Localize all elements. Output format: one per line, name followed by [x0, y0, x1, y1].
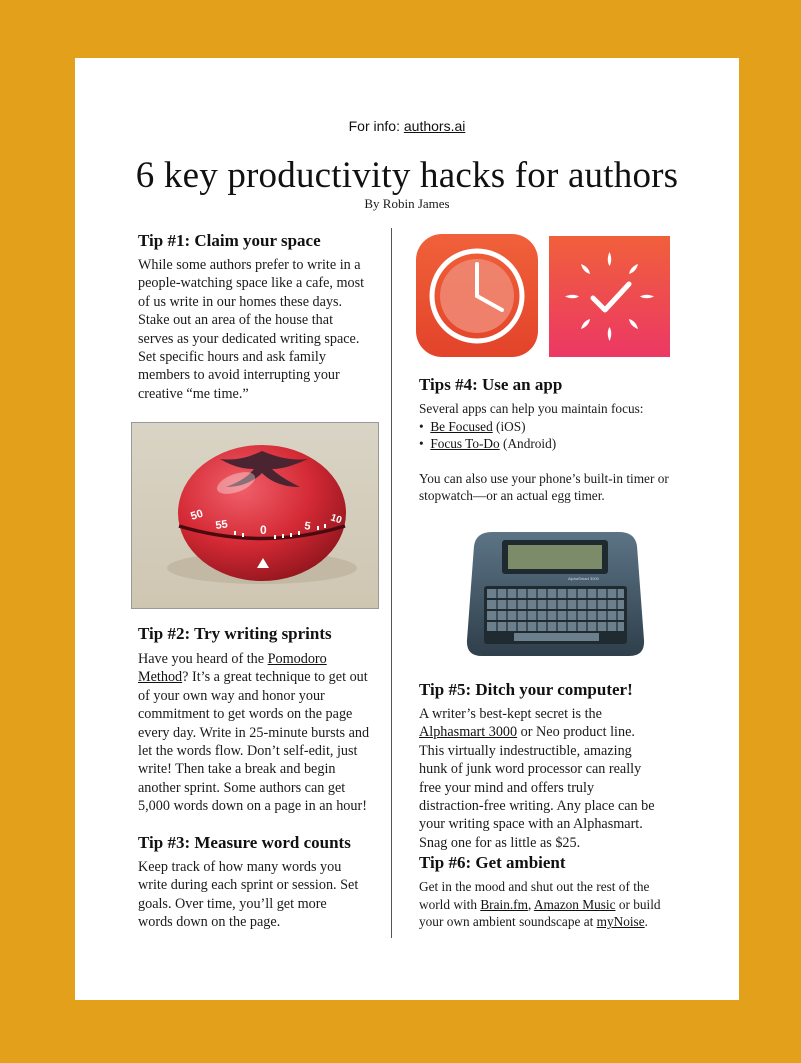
alphasmart-link[interactable]: Alphasmart 3000: [419, 724, 518, 741]
bullet: •: [419, 418, 424, 434]
tip6-mid: or build your own ambient soundscape at: [419, 896, 661, 930]
brainfm-link[interactable]: Brain.fm: [480, 896, 528, 912]
tip2-post: ? It’s a great technique to get out of your own way and honor your commitment to get words on the page every day. Write in 25-minute bursts and let the words flow. Don’t self-edit, just write! Then take a break and begin another sprint. Some authors can get 5,000 words down on a page in an hour!: [138, 669, 370, 815]
dial-10: 10: [329, 512, 344, 527]
tomato-timer-image: [131, 422, 379, 609]
be-focused-link[interactable]: Be Focused: [430, 418, 493, 434]
pomodoro-link[interactable]: Pomodoro Method: [138, 651, 327, 686]
alphasmart-image: [464, 528, 647, 660]
amazon-music-link[interactable]: Amazon Music: [533, 896, 616, 912]
flyer-page: [75, 58, 739, 1000]
tip1-text: While some authors prefer to write in a people-watching space like a cafe, most of us write in our homes these days. Stake out an area of the house that serves as your dedicated writing space. Set specific hours and ask family members to avoid interrupting your creative “me time.”: [138, 257, 365, 402]
tip5-heading: Tip #5: Ditch your computer!: [419, 680, 633, 699]
tip1-heading: Tip #1: Claim your space: [138, 231, 321, 250]
tip6-body: [419, 878, 674, 931]
tip2-heading: Tip #2: Try writing sprints: [138, 624, 332, 643]
info-line: [75, 118, 739, 134]
column-divider: [391, 228, 392, 938]
dial-5: 5: [303, 520, 312, 533]
timer-icon: [416, 234, 538, 357]
info-prefix: For info:: [348, 118, 400, 134]
app-item-be-focused: [419, 418, 679, 436]
tip1-body: [138, 256, 368, 403]
byline: By Robin James: [364, 196, 450, 211]
tip2-body: [138, 650, 373, 816]
keyboard-brand: AlphaSmart 3000: [568, 576, 599, 581]
app-platform: (iOS): [492, 418, 526, 434]
tip6-end: .: [644, 914, 648, 930]
tip3-text: Keep track of how many words you write during each sprint or session. Set goals. Over time, you’ll get more words down on the page.: [138, 859, 359, 931]
tip5-body: [419, 705, 659, 852]
focus-todo-link[interactable]: Focus To-Do: [430, 436, 500, 452]
tip2-pre: Have you heard of the: [138, 651, 268, 667]
tip5-post: or Neo product line. This virtually indestructible, amazing hunk of junk word processor can really free your mind and offers truly distraction-free writing. Any place can be your writing space with an Alphasmart. Snag one for as little as $25.: [419, 724, 655, 851]
tip6-heading: Tip #6: Get ambient: [419, 853, 566, 872]
app-list: [419, 418, 679, 453]
dial-55: 55: [214, 518, 229, 532]
be-focused-app-icon: [416, 234, 538, 357]
tip4-outro: You can also use your phone’s built-in timer or stopwatch—or an actual egg timer.: [419, 470, 669, 504]
mynoise-link[interactable]: myNoise: [596, 914, 645, 930]
tip6-sep: ,: [527, 896, 534, 912]
tip4-heading: Tips #4: Use an app: [419, 375, 563, 394]
dial-0: 0: [260, 523, 267, 537]
tip5-pre: A writer’s best-kept secret is the: [419, 706, 602, 722]
alphasmart-illustration: [464, 528, 647, 660]
tip4-body: [419, 400, 679, 505]
dial-50: 50: [189, 507, 205, 523]
page-title: 6 key productivity hacks for authors: [135, 155, 679, 196]
app-platform: (Android): [499, 436, 557, 452]
bullet: •: [419, 436, 424, 452]
tip3-heading: Tip #3: Measure word counts: [138, 833, 351, 852]
tomato-timer-illustration: [132, 423, 378, 608]
tip6-pre: Get in the mood and shut out the rest of the world with: [419, 879, 650, 912]
clock-check-icon: [549, 236, 670, 357]
app-item-focus-todo: [419, 435, 679, 453]
tip4-intro: Several apps can help you maintain focus:: [419, 401, 644, 416]
info-link[interactable]: authors.ai: [403, 118, 466, 134]
tip3-body: [138, 858, 363, 932]
focus-todo-app-icon: [549, 236, 670, 357]
